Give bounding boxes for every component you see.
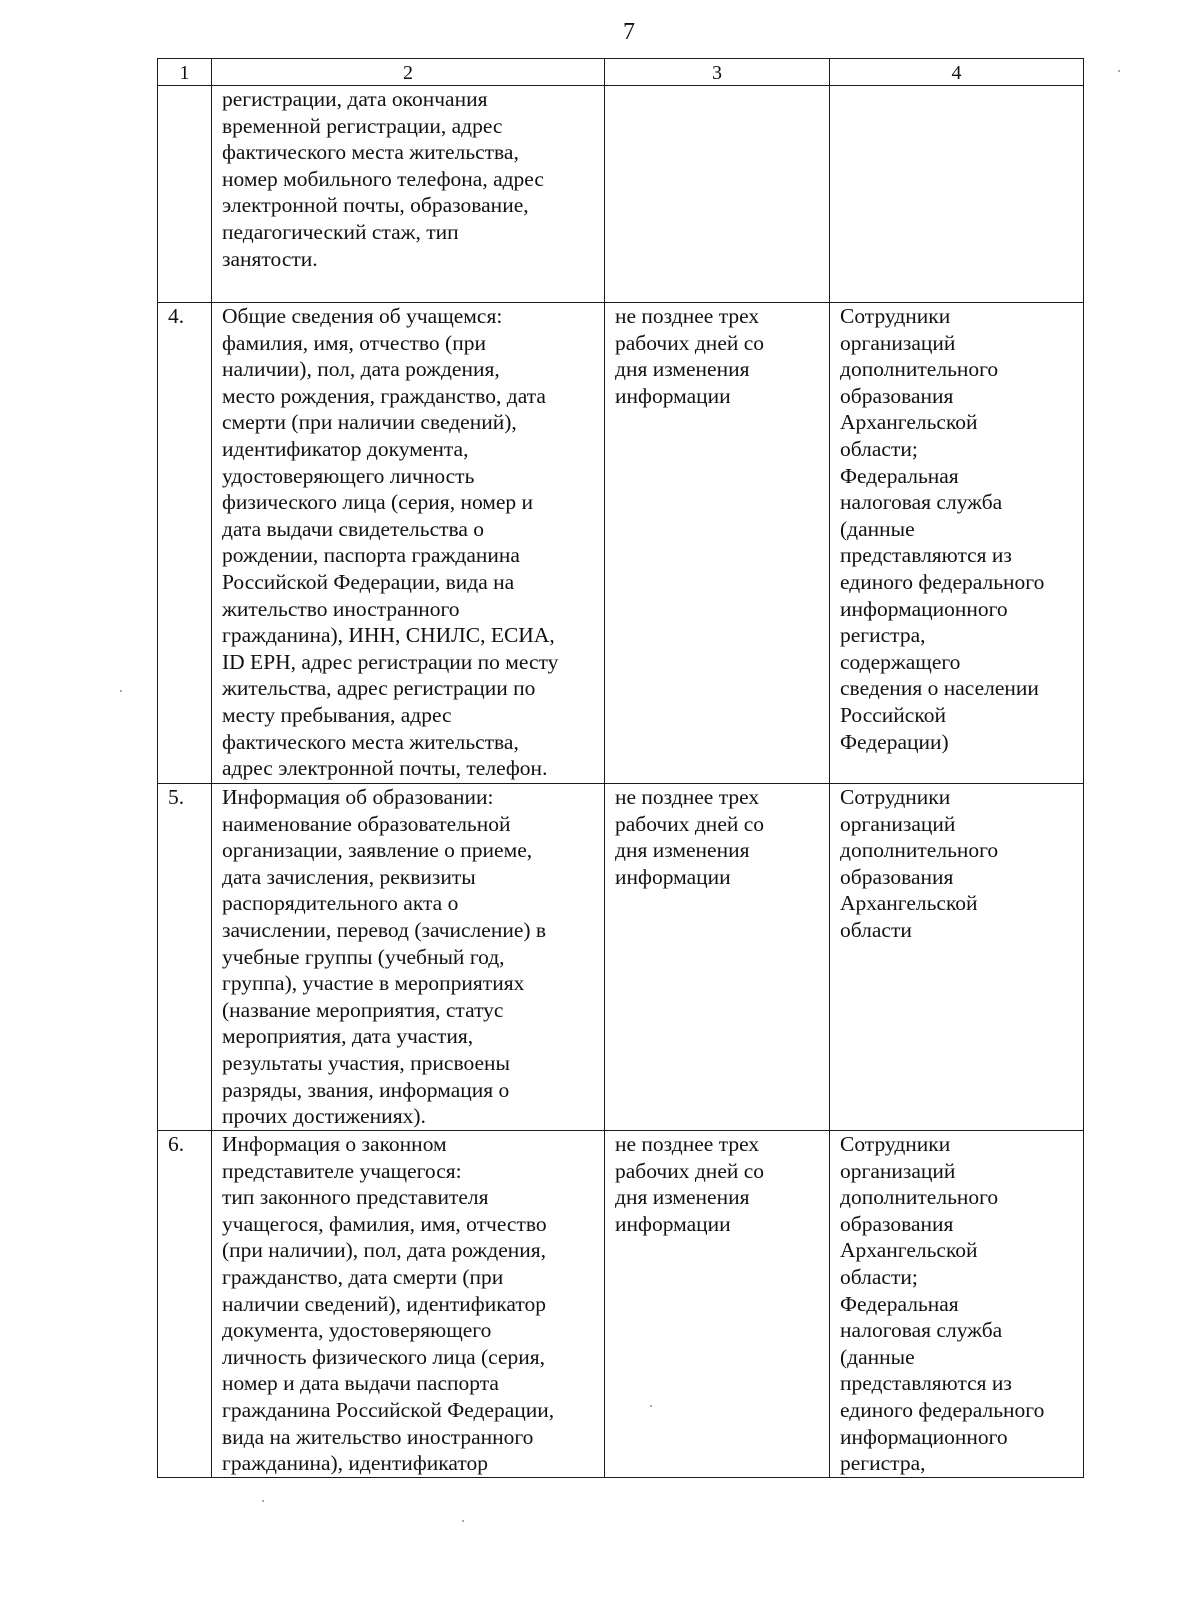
scan-speck [120, 690, 122, 692]
scan-speck [262, 1500, 264, 1502]
scan-speck [650, 1405, 652, 1407]
row-recipients [830, 86, 1084, 303]
row-recipients: Сотрудники организаций дополнительного образования Архангельской области; Федеральная налоговая служба (данные представляются из единого федерального информационного регистра, [830, 1131, 1084, 1478]
row-recipients: Сотрудники организаций дополнительного образования Архангельской области [830, 784, 1084, 1131]
table-header-row [158, 59, 1084, 86]
row-deadline: не позднее трех рабочих дней со дня изменения информации [605, 1131, 830, 1478]
row-deadline: не позднее трех рабочих дней со дня изменения информации [605, 303, 830, 784]
row-info: Информация о законном представителе учащегося: тип законного представителя учащегося, фамилия, имя, отчество (при наличии), пол, дата рождения, гражданство, дата смерти (при наличии сведений), идентификатор документа, удостоверяющего личность физического лица (серия, номер и дата выдачи паспорта гражданина Российской Федерации, вида на жительство иностранного гражданина), идентификатор [212, 1131, 605, 1478]
row-number [158, 86, 212, 303]
table-row [158, 303, 1084, 784]
scan-speck [462, 1520, 464, 1522]
table-row [158, 1131, 1084, 1478]
row-info: Общие сведения об учащемся: фамилия, имя, отчество (при наличии), пол, дата рождения, место рождения, гражданство, дата смерти (при наличии сведений), идентификатор документа, удостоверяющего личность физического лица (серия, номер и дата выдачи свидетельства о рождении, паспорта гражданина Российской Федерации, вида на жительство иностранного гражданина), ИНН, СНИЛС, ЕСИА, ID ЕРН, адрес регистрации по месту жительства, адрес регистрации по месту пребывания, адрес фактического места жительства, адрес электронной почты, телефон. [212, 303, 605, 784]
table-row [158, 86, 1084, 303]
row-number: 4. [158, 303, 212, 784]
scan-speck [1118, 70, 1120, 72]
page-number: 7 [623, 19, 635, 45]
header-col-3: 3 [605, 59, 830, 86]
row-recipients: Сотрудники организаций дополнительного образования Архангельской области; Федеральная налоговая служба (данные представляются из единого федерального информационного регистра, содержащего сведения о населении Российской Федерации) [830, 303, 1084, 784]
table-row [158, 784, 1084, 1131]
data-table [157, 58, 1084, 1478]
header-col-2: 2 [212, 59, 605, 86]
header-col-1: 1 [158, 59, 212, 86]
header-col-4: 4 [830, 59, 1084, 86]
row-deadline [605, 86, 830, 303]
row-number: 6. [158, 1131, 212, 1478]
row-info: Информация об образовании: наименование образовательной организации, заявление о приеме, дата зачисления, реквизиты распорядительного акта о зачислении, перевод (зачисление) в учебные группы (учебный год, группа), участие в мероприятиях (название мероприятия, статус мероприятия, дата участия, результаты участия, присвоены разряды, звания, информация о прочих достижениях). [212, 784, 605, 1131]
row-number: 5. [158, 784, 212, 1131]
row-deadline: не позднее трех рабочих дней со дня изменения информации [605, 784, 830, 1131]
row-info: регистрации, дата окончания временной регистрации, адрес фактического места жительства, номер мобильного телефона, адрес электронной почты, образование, педагогический стаж, тип занятости. [212, 86, 605, 303]
